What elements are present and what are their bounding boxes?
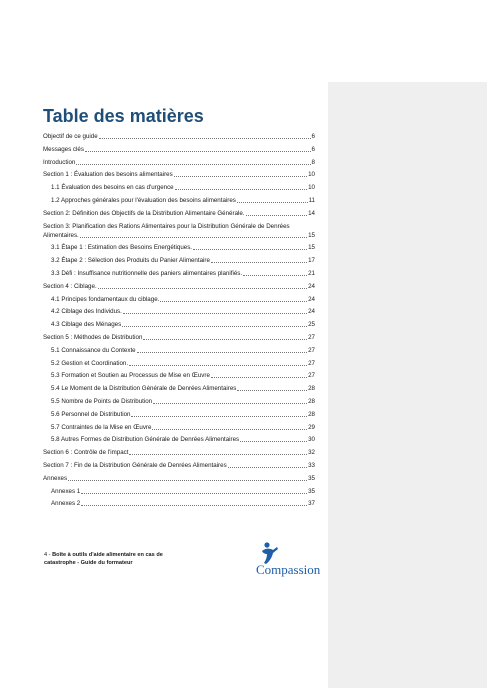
compassion-logo: [253, 540, 323, 580]
toc-entry-text-continued: Alimentaires.: [43, 231, 79, 239]
toc-entry[interactable]: [51, 269, 315, 278]
toc-entry-text: Annexes: [43, 474, 68, 482]
toc-leader-dots: [80, 237, 307, 238]
toc-leader-dots: [246, 215, 308, 216]
toc-entry[interactable]: [43, 170, 315, 179]
toc-entry[interactable]: [43, 222, 315, 240]
toc-page-number: 28: [308, 385, 315, 393]
toc-leader-dots: [211, 377, 307, 378]
toc-page-number: 6: [311, 133, 315, 140]
toc-entry-text: 4.2 Ciblage des Individus.: [51, 308, 122, 316]
footer-page-number: 4: [44, 552, 48, 558]
toc-entry-text: Section 1 : Évaluation des besoins alimentaires: [43, 171, 173, 179]
toc-entry[interactable]: [51, 295, 315, 304]
toc-leader-dots: [98, 288, 307, 289]
toc-entry[interactable]: [51, 397, 315, 406]
toc-leader-dots: [129, 454, 307, 455]
toc-entry[interactable]: [51, 423, 315, 432]
toc-entry-text: 5.3 Formation et Soutien au Processus de Mise en Œuvre: [51, 372, 210, 380]
toc-entry-text: 3.2 Étape 2 : Sélection des Produits du Panier Alimentaire: [51, 257, 210, 265]
toc-entry-text: Objectif de ce guide: [43, 133, 98, 140]
toc-page-number: 30: [308, 436, 315, 444]
toc-entry-text: 1.1 Évaluation des besoins en cas d'urgence: [51, 184, 174, 192]
toc-entry-text: Section 4 : Ciblage.: [43, 282, 97, 290]
toc-entry[interactable]: [43, 474, 315, 483]
toc-entry-text: Section 3: Planification des Rations Alimentaires pour la Distribution Générale de Denrées: [43, 222, 290, 230]
toc-entry[interactable]: [51, 307, 315, 316]
toc-entry-text: 5.7 Contraintes de la Mise en Œuvre: [51, 423, 152, 431]
toc-page-number: 10: [308, 184, 315, 192]
toc-page-number: 27: [308, 346, 315, 354]
toc-entry-text: Annexes 1: [51, 487, 81, 495]
toc-leader-dots: [129, 365, 307, 366]
toc-page-number: 24: [308, 295, 315, 303]
toc-leader-dots: [68, 480, 307, 481]
toc-page-number: 37: [308, 500, 315, 508]
toc-entry-text: Messages clés: [43, 145, 84, 153]
toc-entry-text: Section 2: Définition des Objectifs de la Distribution Alimentaire Générale.: [43, 209, 245, 217]
toc-page-number: 24: [308, 308, 315, 316]
toc-entry-text: 5.1 Connaissance du Contexte: [51, 346, 136, 354]
toc-entry-text: Section 7 : Fin de la Distribution Générale de Denrées Alimentaires: [43, 462, 227, 469]
toc-leader-dots: [99, 138, 311, 139]
toc-leader-dots: [160, 301, 307, 302]
toc-entry-text: 3.3 Défi : Insuffisance nutritionnelle des paniers alimentaires planifiés.: [51, 270, 243, 277]
toc-page-number: 32: [308, 449, 315, 457]
toc-entry[interactable]: [43, 461, 315, 470]
comment-sidebar: [328, 82, 487, 688]
toc-page-number: 35: [308, 487, 315, 495]
toc-leader-dots: [243, 275, 307, 276]
logo-wordmark: Compassion: [256, 562, 321, 577]
toc-page-number: 28: [308, 398, 315, 405]
toc-entry[interactable]: [51, 487, 315, 496]
toc-entry[interactable]: [51, 499, 315, 508]
toc-leader-dots: [240, 441, 307, 442]
toc-page-number: 17: [308, 257, 315, 265]
logo-figure-icon: [262, 542, 278, 564]
toc-leader-dots: [228, 467, 307, 468]
toc-page-number: 25: [308, 321, 315, 329]
toc-entry[interactable]: [51, 183, 315, 192]
toc-entry[interactable]: [51, 435, 315, 444]
toc-page-number: 28: [308, 410, 315, 418]
toc-entry-text: 5.2 Gestion et Coordination.: [51, 359, 129, 367]
toc-entry[interactable]: [43, 145, 315, 154]
toc-leader-dots: [76, 164, 310, 165]
toc-entry[interactable]: [51, 371, 315, 380]
toc-page-number: 21: [308, 270, 315, 277]
toc-entry[interactable]: [43, 333, 315, 342]
toc-leader-dots: [131, 416, 307, 417]
toc-entry-text: 5.5 Nombre de Points de Distribution: [51, 398, 153, 405]
toc-entry[interactable]: [51, 243, 315, 252]
toc-entry-text: 4.3 Ciblage des Ménages: [51, 321, 122, 329]
toc-entry[interactable]: [43, 132, 315, 141]
toc-entry[interactable]: [51, 359, 315, 368]
toc-leader-dots: [143, 339, 307, 340]
toc-entry-text: 4.1 Principes fondamentaux du ciblage.: [51, 295, 160, 303]
toc-leader-dots: [153, 403, 307, 404]
toc-entry[interactable]: [51, 256, 315, 265]
footer-title: Boîte à outils d'aide alimentaire en cas de catastrophe - Guide du formateur: [44, 552, 163, 566]
toc-leader-dots: [211, 262, 307, 263]
toc-entry[interactable]: [43, 448, 315, 457]
toc-entry-text: 5.4 Le Moment de la Distribution Générale de Denrées Alimentaires: [51, 385, 237, 393]
toc-entry[interactable]: [51, 384, 315, 393]
toc-entry-text: 1.2 Approches générales pour l'évaluation des besoins alimentaires: [51, 197, 236, 204]
toc-page-number: 15: [308, 244, 315, 252]
toc-page-number: 8: [311, 158, 315, 166]
toc-leader-dots: [81, 505, 307, 506]
toc-page-number: 14: [308, 209, 315, 217]
toc-entry[interactable]: [51, 410, 315, 419]
toc-entry-text: 3.1 Étape 1 : Estimation des Besoins Energétiques.: [51, 244, 193, 252]
toc-page-number: 27: [308, 334, 315, 341]
toc-entry[interactable]: [51, 320, 315, 329]
toc-page-number: 29: [308, 423, 315, 431]
toc-entry-text: Introduction: [43, 158, 76, 166]
toc-page-number: 35: [308, 474, 315, 482]
toc-entry-text: Annexes 2: [51, 500, 81, 508]
toc-leader-dots: [81, 493, 307, 494]
toc-entry-text: 5.8 Autres Formes de Distribution Générale de Denrées Alimentaires: [51, 436, 240, 444]
toc-entry[interactable]: [43, 282, 315, 291]
toc-page-number: 27: [308, 372, 315, 380]
toc-entry[interactable]: [43, 158, 315, 167]
toc-page-number: 27: [308, 359, 315, 367]
page-footer: [44, 551, 194, 567]
toc-entry[interactable]: [43, 209, 315, 218]
toc-leader-dots: [175, 189, 308, 190]
page-title: Table des matières: [43, 106, 204, 126]
toc-leader-dots: [122, 326, 307, 327]
toc-leader-dots: [193, 249, 307, 250]
footer-separator: -: [47, 552, 53, 558]
toc-entry[interactable]: [51, 346, 315, 355]
toc-page-number: 11: [308, 197, 315, 204]
toc-entry-text: Section 6 : Contrôle de l'impact: [43, 449, 129, 457]
toc-leader-dots: [152, 429, 307, 430]
toc-entry[interactable]: [51, 196, 315, 205]
toc-page-number: 15: [308, 231, 315, 239]
toc-leader-dots: [85, 151, 311, 152]
toc-entry-text: 5.6 Personnel de Distribution: [51, 410, 131, 418]
toc-page-number: 24: [308, 282, 315, 290]
toc-page-number: 6: [311, 145, 315, 153]
toc-page-number: 10: [308, 171, 315, 179]
toc-leader-dots: [137, 352, 307, 353]
toc-leader-dots: [174, 176, 307, 177]
toc-entry-text: Section 5 : Méthodes de Distribution: [43, 334, 143, 341]
toc-page-number: 33: [308, 462, 315, 469]
toc-leader-dots: [237, 202, 308, 203]
toc-leader-dots: [123, 313, 307, 314]
toc-leader-dots: [237, 390, 307, 391]
